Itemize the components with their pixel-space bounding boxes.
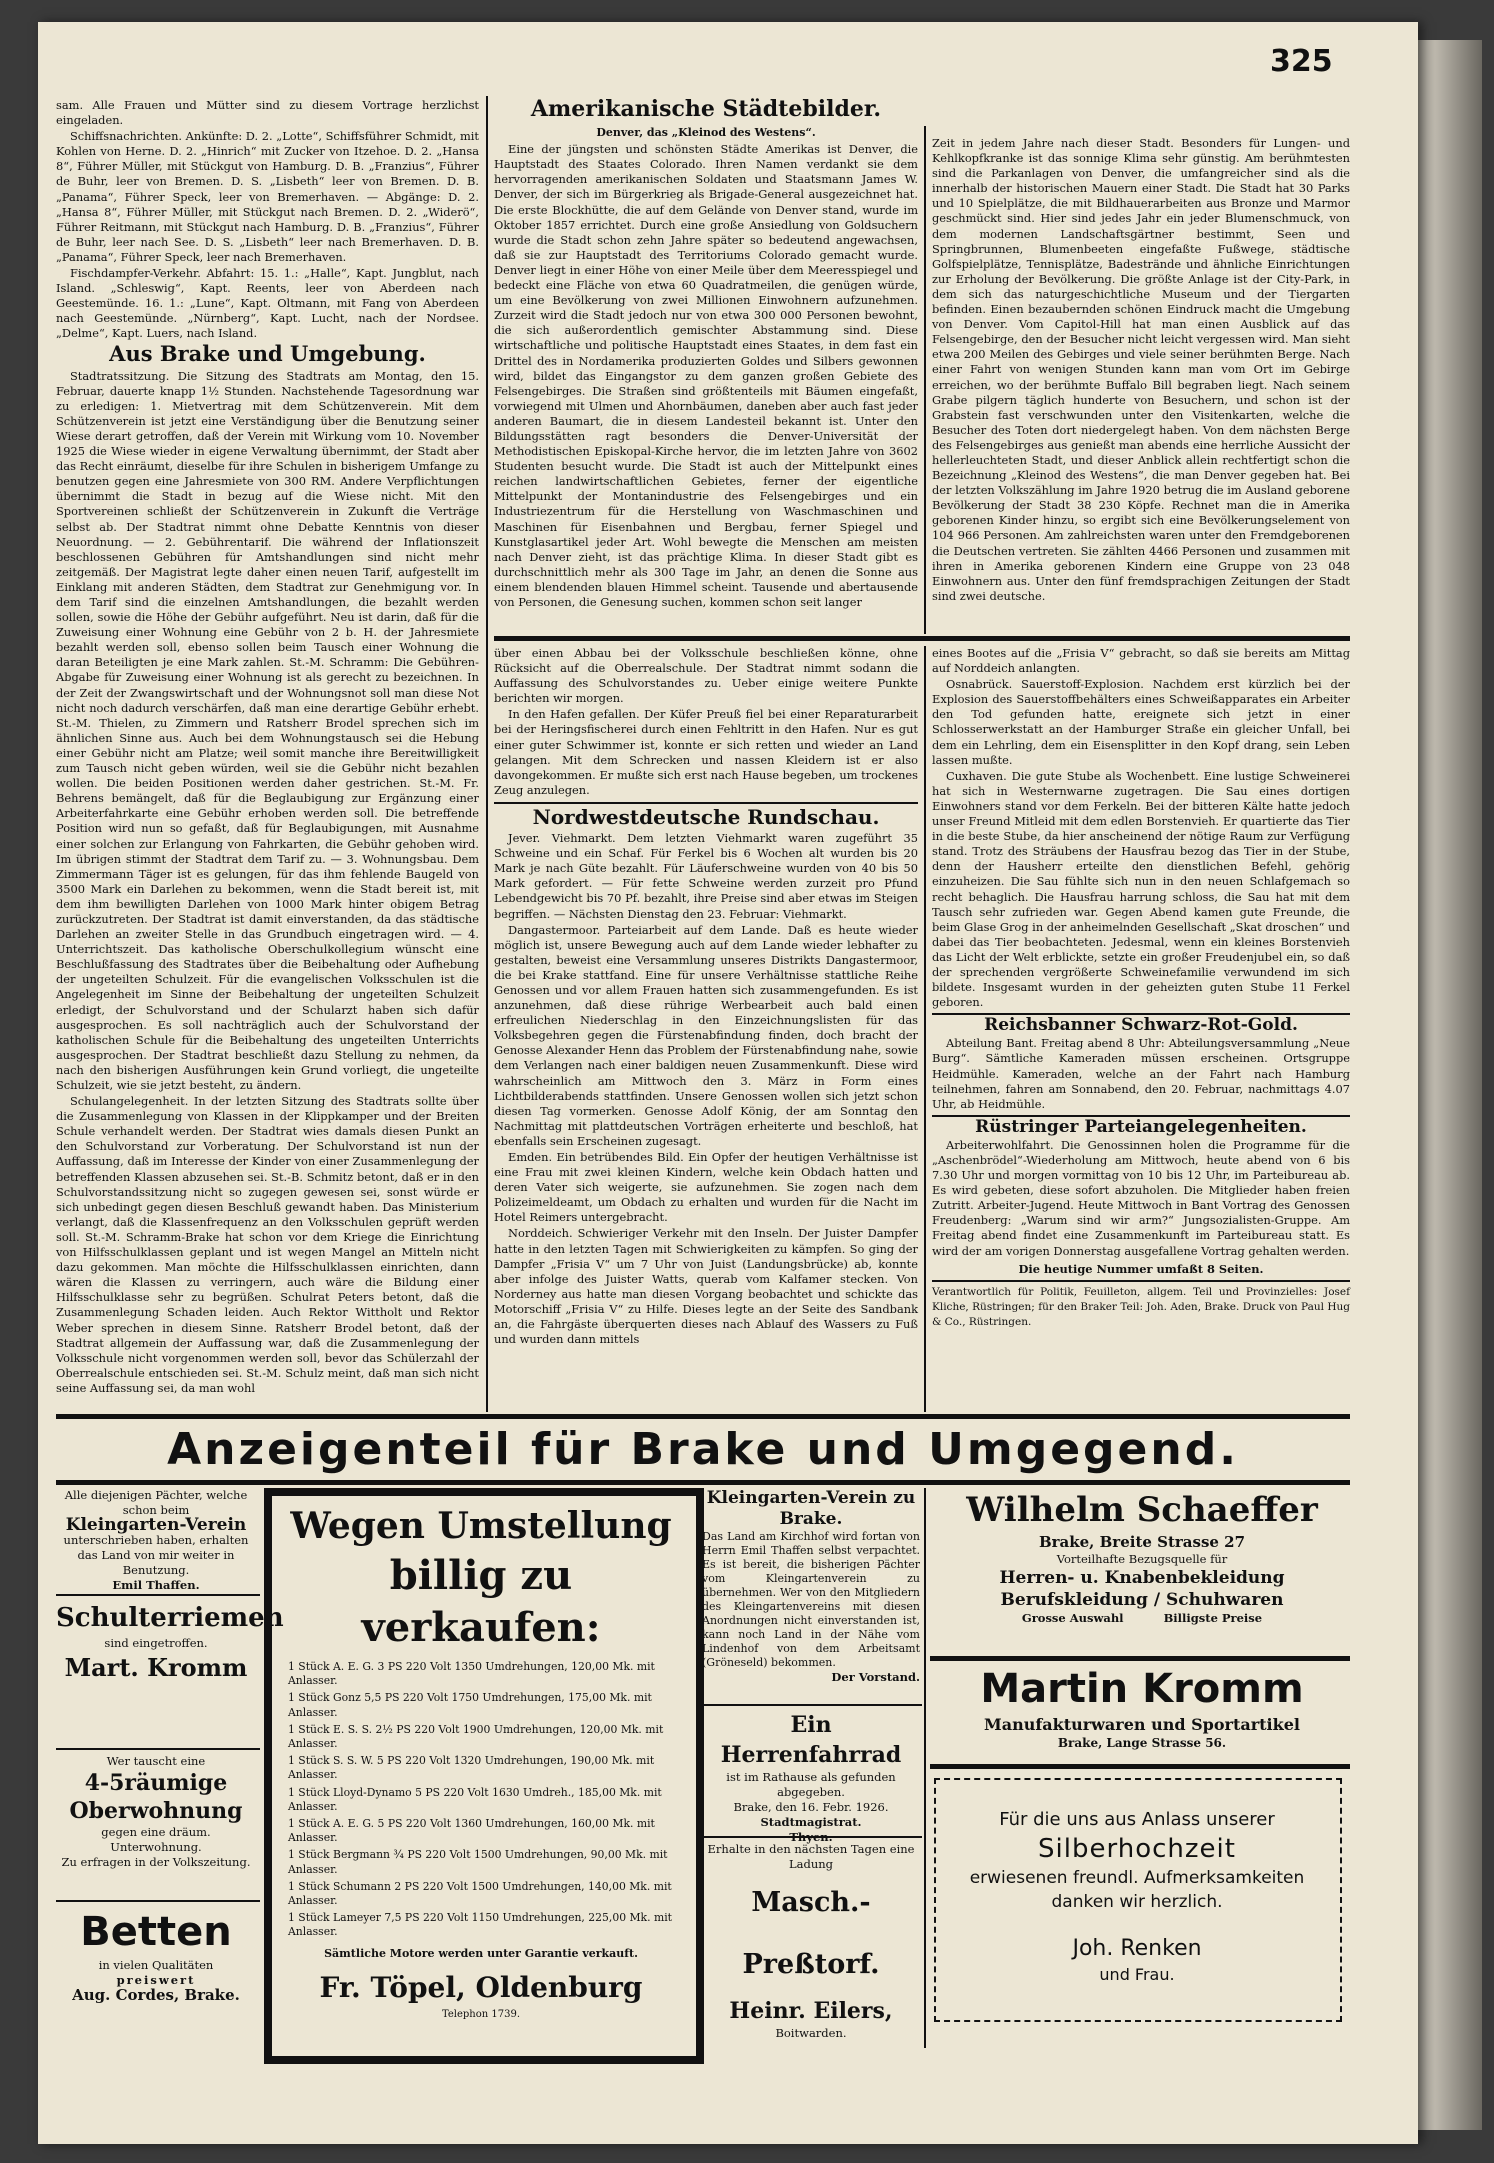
motor-item: 1 Stück Lameyer 7,5 PS 220 Volt 1150 Umdrehungen, 225,00 Mk. mit Anlasser.: [288, 1911, 672, 1939]
ad-divider: [700, 1836, 922, 1838]
ad-divider: [56, 1900, 260, 1902]
ad-text: Alle diejenigen Pächter, welche schon beim: [64, 1488, 248, 1517]
ad-kromm: [934, 1664, 1350, 1760]
column-1: [56, 98, 479, 1410]
ad-text: Billigste Preise: [1163, 1611, 1263, 1625]
ad-divider: [700, 1704, 922, 1706]
ad-text: Zu erfragen in der Volkszeitung.: [61, 1855, 251, 1869]
ad-note: Sämtliche Motore werden unter Garantie verkauft.: [324, 1946, 638, 1960]
ad-divider: [930, 1764, 1350, 1769]
section-rule: [932, 1013, 1350, 1015]
motor-item: 1 Stück Schumann 2 PS 220 Volt 1500 Umdrehungen, 140,00 Mk. mit Anlasser.: [288, 1879, 672, 1908]
ad-text: Für die uns aus Anlass unserer: [999, 1809, 1275, 1830]
section-title-rundschau: Nordwestdeutsche Rundschau.: [532, 804, 880, 829]
motor-item: 1 Stück Bergmann ¾ PS 220 Volt 1500 Umdrehungen, 90,00 Mk. mit Anlasser.: [288, 1848, 668, 1876]
ad-title: Kleingarten-Verein: [65, 1515, 247, 1535]
ad-text: Stadtmagistrat.: [760, 1815, 862, 1829]
reichsbanner-notes: Abteilung Bant. Freitag abend 8 Uhr: Abteilungsversammlung „Neue Burg“. Sämtliche Kameraden müssen erscheinen. Ortsgruppe Heidmühle. Kameraden, welche an der Fahrt nach Hamburg teilnehmen, fahren am Sonnabend, den 20. Februar, nachmittags 4.07 Uhr, ab Heidmühle.: [932, 1036, 1350, 1111]
ad-text: unterschrieben haben, erhalten das Land von mir weiter in Benutzung.: [63, 1533, 249, 1577]
ad-text: und Frau.: [1099, 1965, 1175, 1984]
ad-extra: [934, 1611, 1350, 1626]
ad-text: gegen eine dräum. Unterwohnung.: [101, 1825, 211, 1854]
ad-title: Martin Kromm: [980, 1666, 1304, 1712]
ad-text: Das Land am Kirchhof wird fortan von Herrn Emil Thaffen selbst verpachtet. Es ist bereit, die bisherigen Pächter vom Kleingartenverein zu übernehmen. Wer von den Mitgliedern des Kleingartenvereins mit diesen Anordnungen nicht einverstanden ist, kann noch Land in der Nähe vom Lindenhof von dem Arbeitsamt (Gröneseld) bekommen.: [702, 1530, 920, 1669]
section-title-amerika: Amerikanische Städtebilder.: [530, 96, 882, 122]
ad-text: Brake, den 16. Febr. 1926.: [733, 1800, 889, 1814]
ad-title: Wegen Umstellung: [290, 1505, 672, 1547]
article-hafen: In den Hafen gefallen. Der Küfer Preuß fiel bei einer Reparaturarbeit bei der Heringsfischerei durch einen Fehltritt in den Hafen. Nur es gut einer guter Schwimmer ist, konnte er sich retten und wieder an Land gelangen. Mit dem Schrecken und nassen Kleidern ist er also davongekommen. Er mußte sich erst nach Hause begeben, um trockenes Zeug anzulegen.: [494, 707, 918, 797]
ad-name: Fr. Töpel, Oldenburg: [319, 1970, 643, 2004]
ad-schaeffer: [934, 1488, 1350, 1650]
page-count-note: Die heutige Nummer umfaßt 8 Seiten.: [1018, 1261, 1264, 1276]
ad-oberwohnung: [56, 1754, 256, 1874]
ad-text: Grosse Auswahl: [1021, 1611, 1124, 1625]
ad-text: preiswert: [116, 1973, 196, 1987]
article-emden: Emden. Ein betrübendes Bild. Ein Opfer der heutigen Verhältnisse ist eine Frau mit zwei kleinen Kindern, welche kein Obdach hatten und deren Vater sich weigerte, sie aufzunehmen. Sie zogen nach dem Polizeimeldeamt, um Obdach zu erhalten und wurden für die Nacht im Hotel Reimers untergebracht.: [494, 1150, 918, 1225]
ad-text: Boitwarden.: [775, 2026, 847, 2040]
ad-text: Wer tauscht eine: [106, 1754, 206, 1768]
article-denver: Eine der jüngsten und schönsten Städte Amerikas ist Denver, die Hauptstadt des Staates Colorado. Ihren Namen verdankt sie dem hervorragenden amerikanischen Soldaten und Staatsmann James W. Denver, der sich im Bürgerkrieg als Brigade-General ausgezeichnet hat. Die erste Blockhütte, die auf dem Gelände von Denver stand, wurde im Oktober 1857 errichtet. Durch eine große Ansiedlung von Goldsuchern wurde die Stadt schon zehn Jahre später so bedeutend angewachsen, daß sie zur Hauptstadt des Territoriums Colorado gemacht wurde. Denver liegt in einer Höhe von einer Meile über dem Meeresspiegel und bedeckt eine Fläche von etwa 60 Quadratmeilen, die genügen würde, um eine Bevölkerung von zwei Millionen Einwohnern aufzunehmen. Zurzeit wird die Stadt jedoch nur von etwa 300 000 Personen bewohnt, die sich außerordentlich gemischter Abstammung sind. Diese wirtschaftliche und politische Hauptstadt eines Staates, in dem fast ein Drittel des in Nordamerika produzierten Goldes und Silbers gewonnen wird, bildet das Eingangstor zu dem ganzen großen Gebiete des Felsengebirges. Die Straßen sind größtenteils mit Bäumen eingefaßt, vorwiegend mit Ulmen und Ahornbäumen, daneben aber auch fast jeder anderen Baumart, die in diesem Landesteil bekannt ist. Unter den Bildungsstätten ragt besonders die Denver-Universität der Methodistischen Episkopal-Kirche hervor, die im letzten Jahre von 3602 Studenten besucht wurde. Die Stadt ist auch der Mittelpunkt eines reichen landwirtschaftlichen Gebietes, ferner der eigentliche Mittelpunkt der Montanindustrie des Felsengebirges und ein Industriezentrum für die Herstellung von Waschmaschinen und Maschinen für Eisenbahnen und Bergbau, ferner Spiegel und Kunstglasartikel jeder Art. Wohl bewegte die Menschen am meisten nach Denver zieht, ist das prächtige Klima. In dieser Stadt gibt es durchschnittlich mehr als 300 Tage im Jahr, an denen die Sonne aus einem blendenden blauen Himmel scheint. Tausende und abertausende von Personen, die Genesung suchen, kommen schon seit langer: [494, 142, 918, 609]
ad-name: Heinr. Eilers,: [729, 1998, 893, 2024]
section-rule: [932, 1115, 1350, 1117]
ad-signature: Der Vorstand.: [831, 1670, 920, 1684]
ad-betten: [56, 1906, 256, 2036]
imprint: Verantwortlich für Politik, Feuilleton, allgem. Teil und Provinzielles: Josef Kliche, Rüstringen; für den Braker Teil: Joh. Aden, Brake. Druck von Paul Hug & Co., Rüstringen.: [932, 1285, 1350, 1328]
ad-text: erwiesenen freundl. Aufmerksamkeiten danken wir herzlich.: [969, 1868, 1305, 1912]
ad-name: Aug. Cordes, Brake.: [72, 1986, 240, 2004]
ad-title: billig zu verkaufen:: [361, 1552, 601, 1651]
ad-text: Manufakturwaren und Sportartikel: [984, 1715, 1300, 1734]
ad-kleingarten-thaffen: [56, 1488, 256, 1592]
ad-divider: [56, 1594, 260, 1596]
ad-divider: [930, 1656, 1350, 1661]
article-jever: Jever. Viehmarkt. Dem letzten Viehmarkt waren zugeführt 35 Schweine und ein Schaf. Für Ferkel bis 6 Wochen alt wurden bis 20 Mark je nach Güte bezahlt. Für Läuferschweine wurden von 40 bis 50 Mark gefordert. — Für fette Schweine werden zurzeit pro Pfund Lebendgewicht bis 70 Pf. bezahlt, ihre Preise sind aber etwas im Steigen begriffen. — Nächsten Dienstag den 23. Februar: Viehmarkt.: [494, 831, 918, 921]
partei-notes: Arbeiterwohlfahrt. Die Genossinnen holen die Programme für die „Aschenbrödel“-Wiederholung am Mittwoch, heute abend von 6 bis 7.30 Uhr und morgen vormittag von 10 bis 12 Uhr, im Parteibureau ab. Es wird gebeten, diese sofort abzuholen. Die Mitglieder haben freien Zutritt. Arbeiter-Jugend. Heute Mittwoch in Bant Vortrag des Genossen Freudenberg: „Warum sind wir arm?“ Jungsozialisten-Gruppe. Am Freitag abend findet eine Zusammenkunft im Parteibureau statt. Es wird der am vorigen Donnerstag ausgefallene Vortrag gehalten werden.: [932, 1137, 1350, 1258]
article-norddeich: Norddeich. Schwieriger Verkehr mit den Inseln. Der Juister Dampfer hatte in den letzten Tagen mit Schwierigkeiten zu kämpfen. So ging der Dampfer „Frisia V“ um 7 Uhr von Juist (Landungsbrücke) ab, konnte aber infolge des Juister Watts, querab vom Kalfamer stecken. Von Norderney aus hatte man diesen Vorgang beobachtet und schickte das Motorschiff „Frisia V“ zu Hilfe. Dieses legte an der Seite des Sandbank an, die Fahrgäste überquerten dieses nach Ablauf des Wassers zu Fuß und wurden dann mittels: [494, 1226, 918, 1347]
ad-title: Wilhelm Schaeffer: [966, 1490, 1318, 1530]
ads-divider: [56, 1480, 1350, 1485]
ad-renken: [950, 1808, 1324, 2008]
article-divider: [494, 636, 1350, 641]
motor-item: 1 Stück Lloyd-Dynamo 5 PS 220 Volt 1630 Umdreh., 185,00 Mk. mit Anlasser.: [288, 1785, 662, 1813]
column-3-lower: [932, 646, 1350, 1410]
article-cuxhaven: Cuxhaven. Die gute Stube als Wochenbett. Eine lustige Schweinerei hat sich in Westernwarne zugetragen. Die Sau eines dortigen Einwohners stand vor dem Ferkeln. Bei der bitteren Kälte hatte jedoch unser Freund Mitleid mit dem edlen Borstenvieh. Er quartierte das Tier in die beste Stube, da hier anscheinend der nötige Raum zur Verfügung stand. Trotz des Sträubens der Hausfrau bezog das Tier in der Stube, denn der Hausherr erteilte den dienstlichen Befehl, gehörig einzuheizen. Die Sau fühlte sich nun in den neuen Schlafgemach so recht behaglich. Die Hausfrau harrung schloss, die Sau hat mit dem Tausch sehr zufrieden war. Gegen Abend kamen gute Freunde, die beim Glase Grog in der anheimelnden Gesellschaft „Skat droschen“ und dabei das Tier beobachteten. Jedesmal, wenn ein kleines Borstenvieh das Licht der Welt erblickte, setzte ein großer Freudenjubel ein, so daß der sprechenden vergrößerte Schweinefamilie verwundend im sich bildete. Insgesamt wurden in der geheizten guten Stube 11 Ferkel geboren.: [932, 768, 1350, 1010]
article-dangastermoor: Dangastermoor. Parteiarbeit auf dem Lande. Daß es heute wieder möglich ist, unsere Bewegung auch auf dem Lande wieder lebhafter zu gestalten, beweist eine Versammlung unseres Distrikts Dangastermoor, die bei Krake stattfand. Eine für unsere Verhältnisse stattliche Reihe Genossen und vor allem Frauen hatten sich zusammengefunden. Es ist anzunehmen, daß diese rührige Werbearbeit auch bald einen erfreulichen Niederschlag in den Einzeichnungslisten für das Volksbegehren gegen die Fürstenabfindung finden, doch bracht der Genosse Alexander Henn das Problem der Fürstenabfindung nahe, sowie dem Verlangen nach einer baldigen neuen Zusammenkunft. Diese wird wahrscheinlich am Mittwoch den 3. März in Form eines Lichtbilderabends stattfinden. Unsere Genossen wollen sich jetzt schon diesen Tag vormerken. Genosse Adolf König, der am Sonntag den Nachmittag mit plattdeutschen Vorträgen erheiterte und beschloß, hat ebenfalls sein Erscheinen zugesagt.: [494, 922, 918, 1148]
column-2-lower: [494, 646, 918, 1410]
ad-schulterriemen: [56, 1600, 284, 1720]
ad-text: Berufskleidung / Schuhwaren: [1000, 1590, 1284, 1610]
motor-item: 1 Stück A. E. G. 3 PS 220 Volt 1350 Umdrehungen, 120,00 Mk. mit Anlasser.: [288, 1660, 655, 1688]
ad-text: Erhalte in den nächsten Tagen eine Ladung: [707, 1842, 915, 1871]
ad-address: Brake, Breite Strasse 27: [1038, 1533, 1246, 1551]
ad-signature: Emil Thaffen.: [112, 1578, 200, 1592]
ad-title: Silberhochzeit: [1038, 1834, 1236, 1864]
ads-banner: Anzeigenteil für Brake und Umgegend.: [167, 1424, 1239, 1475]
motor-list: [288, 1660, 674, 1940]
ads-divider: [56, 1414, 1350, 1419]
ad-title: Betten: [80, 1909, 232, 1955]
fishing-news: Fischdampfer-Verkehr. Abfahrt: 15. 1.: „Halle“, Kapt. Jungblut, nach Island. „Schleswig“, Kapt. Reents, leer von Aberdeen nach Geestemünde. 16. 1.: „Lune“, Kapt. Oltmann, mit Fang von Aberdeen nach Geestemünde. „Nürnberg“, Kapt. Lucht, nach der Nordsee. „Delme“, Kapt. Luers, nach Island.: [56, 266, 479, 341]
ads-column-divider: [924, 1488, 926, 2048]
ad-title: Masch.-Preßtorf.: [742, 1887, 880, 1980]
page-number: 325: [1270, 44, 1333, 79]
ad-title: 4-5räumige Oberwohnung: [69, 1770, 243, 1824]
section-title-reichsbanner: Reichsbanner Schwarz-Rot-Gold.: [984, 1015, 1298, 1036]
ad-text: in vielen Qualitäten: [98, 1958, 214, 1972]
column-divider: [924, 126, 926, 634]
ad-text: ist im Rathause als gefunden abgegeben.: [726, 1770, 896, 1799]
article-schule: Schulangelegenheit. In der letzten Sitzung des Stadtrats sollte über die Zusammenlegung von Klassen in der Klippkamper und der Breiten Schule verhandelt werden. Der Stadtrat wies damals diesen Punkt an den Schulvorstand zur Vorberatung. Der Schulvorstand ist nun der Auffassung, daß im Interesse der Kinder von einer Zusammenlegung der betreffenden Klassen abzusehen sei. St.-B. Schmitz betont, daß er in den Schulvorstandssitzung nicht so zugegen gewesen sei, sonst würde er sich unbedingt gegen diesen Beschluß gewandt haben. Das Ministerium verlangt, daß die Klassenfrequenz an den Volksschulen geprüft werden soll. St.-M. Schramm-Brake hat schon vor dem Kriege die Einrichtung von Hilfsschulklassen geplant und ist wegen Mangel an Mitteln nicht dazu gekommen. Man möchte die Hilfsschulklassen einrichten, dann wären die Klassen zu verringern, auch wäre die Bildung einer Hilfsschulklasse sehr zu begrüßen. Schulrat Peters betont, daß die Zusammenlegung Schaden leiden. Auch Rektor Wittholt und Rektor Weber sprechen in diesem Sinne. Ratsherr Brodel betont, daß der Stadtrat allgemein der Auffassung war, daß die Zusammenlegung der Volksschule nicht vorgenommen werden soll, bevor das Schülerzahl der Oberrealschule entschieden sei. St.-M. Schulz meint, daß man sich nicht seine Auffassung sei, da man wohl: [56, 1094, 479, 1395]
motor-item: 1 Stück S. S. W. 5 PS 220 Volt 1320 Umdrehungen, 190,00 Mk. mit Anlasser.: [288, 1754, 655, 1782]
section-title-brake: Aus Brake und Umgebung.: [109, 340, 426, 366]
ad-text: sind eingetroffen.: [104, 1636, 208, 1650]
article-denver-cont: Zeit in jedem Jahre nach dieser Stadt. Besonders für Lungen- und Kehlkopfkranke ist das sonnige Klima sehr günstig. Am berühmtesten sind die Parkanlagen von Denver, die umfangreicher sind als die innerhalb der historischen Mauern einer Stadt. Die Stadt hat 30 Parks und 10 Spielplätze, die mit Bildhauerarbeiten aus Bronze und Marmor geschmückt sind. Hier sind jedes Jahr ein jeder Blumenschmuck, von dem modernen Landschaftsgärtner bestimmt, Seen und Springbrunnen, Blumenbeeten eingefaßte Fußwege, städtische Golfspielplätze, Tennisplätze, Badestrände und ähnliche Einrichtungen zur Erholung der Bevölkerung. Die größte Anlage ist der City-Park, in dem sich das naturgeschichtliche Museum und der Tiergarten befinden. Einen bezaubernden schönen Eindruck macht die Umgebung von Denver. Vom Capitol-Hill hat man einen Ausblick auf das Felsengebirge, den der Besucher nicht leicht vergessen wird. Man sieht etwa 200 Meilen des Gebirges und viele seiner berühmten Berge. Nach einer Fahrt von wenigen Stunden kann man vom Ort im Gebirge erreichen, wo der berühmte Buffalo Bill begraben liegt. Nach seinem Grabe pilgern täglich hunderte von Besuchern, und schon ist der Grabstein fast verschwunden unter den Visitenkarten, welche die Besucher des Toten dort niedergelegt haben. Von dem nächsten Berge des Felsengebirges aus genießt man abends eine herrliche Aussicht der hellerleuchteten Stadt, und dieser Anblick allein rechtfertigt schon die Bezeichnung „Kleinod des Westens“, die man Denver gegeben hat. Bei der letzten Volkszählung im Jahre 1920 betrug die im Ausland geborene Bevölkerung der Stadt 38 230 Köpfe. Rechnet man die in Amerika geborenen Kinder hinzu, so ergibt sich eine Bevölkerungselement von 104 966 Personen. Am zahlreichsten waren unter den Fremdgeborenen die Deutschen vertreten. Sie zählten 4466 Personen und zusammen mit ihren in Amerika geborenen Kindern eine Gruppe von 23 048 Einwohnern aus. Unter den fünf fremdsprachigen Zeitungen der Stadt sind zwei deutsche.: [932, 136, 1350, 603]
section-title-partei: Rüstringer Parteiangelegenheiten.: [975, 1116, 1307, 1137]
ad-name: Joh. Renken: [1072, 1936, 1202, 1961]
ad-kleingarten-verein: [702, 1488, 920, 1698]
norddeich-cont: eines Bootes auf die „Frisia V“ gebracht, so daß sie bereits am Mittag auf Norddeich anlangten.: [932, 646, 1350, 676]
ad-text: Vorteilhafte Bezugsquelle für: [1056, 1552, 1228, 1566]
motor-item: 1 Stück E. S. S. 2½ PS 220 Volt 1900 Umdrehungen, 120,00 Mk. mit Anlasser.: [288, 1722, 664, 1751]
ad-phone: Telephon 1739.: [441, 2008, 521, 2020]
ship-news: Schiffsnachrichten. Ankünfte: D. 2. „Lotte“, Schiffsführer Schmidt, mit Kohlen von Herne. D. 2. „Hinrich“ mit Zucker von Itzehoe. D. 2. „Hansa 8“, Führer Müller, mit Stückgut von Hamburg. D. B. „Franzius“, Führer de Buhr, leer von Bremen. D. S. „Lisbeth“ leer von Bremen. D. B. „Panama“, Führer Speck, leer von Bremerhaven. — Abgänge: D. 2. „Hansa 8“, Führer Müller, mit Stückgut nach Bremen. D. 2. „Widerö“, Führer Reitmann, mit Stückgut nach Hamburg. D. B. „Franzius“, Führer de Buhr, leer nach See. D. S. „Lisbeth“ leer nach Bremerhaven. D. B. „Panama“, Führer Speck, leer nach Bremerhaven.: [56, 129, 479, 264]
ad-address: Brake, Lange Strasse 56.: [1057, 1736, 1227, 1750]
ad-title: Schulterriemen: [56, 1603, 284, 1633]
section-rule: [932, 1280, 1350, 1282]
event-notice: sam. Alle Frauen und Mütter sind zu diesem Vortrage herzlichst eingeladen.: [56, 98, 479, 128]
article-stadtrat: Stadtratssitzung. Die Sitzung des Stadtrats am Montag, den 15. Februar, dauerte knapp 1½ Stunden. Nachstehende Tagesordnung war zu erledigen: 1. Mietvertrag mit dem Schützenverein. Mit dem Schützenverein ist jetzt eine Verständigung über die Benutzung seiner Wiese derart getroffen, daß der Verein mit Wirkung vom 10. November 1925 die Wiese wieder in eigene Verwaltung übernimmt, der Stadt aber das Recht einräumt, dieselbe für ihre Schulen in bisherigem Umfange zu benutzen gegen eine Jahresmiete von 300 RM. Andere Verpflichtungen übernimmt die Stadt in bezug auf die Wiese nicht. Mit den Sportvereinen schließt der Schützenverein in Zukunft die Verträge selbst ab. Der Stadtrat nimmt ohne Debatte Kenntnis von dieser Neuordnung. — 2. Gebührentarif. Die während der Inflationszeit beschlossenen Gebühren für Amtshandlungen sind nicht mehr zeitgemäß. Der Magistrat legte daher einen neuen Tarif, aufgestellt im Einklang mit anderen Städten, dem Stadtrat zur Genehmigung vor. In dem Tarif sind die einzelnen Amtshandlungen, die bezahlt werden sollen, sowie die Höhe der Gebühr aufgeführt. Neu ist darin, daß für die Zuweisung einer Wohnung eine Gebühr von 2 b. H. der Jahresmiete bezahlt werden soll, ebenso sollen beim Tausch einer Wohnung die daran Beteiligten je eine Mark zahlen. St.-M. Schramm: Die Gebühren-Abgabe für Zuweisung einer Wohnung ist als gerecht zu bezeichnen. In der Zeit der Zwangswirtschaft und der Wohnungsnot soll man diese Not nicht noch dadurch verschärfen, daß man eine derartige Gebühr erhebt. St.-M. Thielen, zu Zimmern und Ratsherr Brodel sprechen sich im ähnlichen Sinne aus. Auch bei dem Wohnungstausch sei die Hebung einer Gebühr nicht am Platze; weil somit manche ihre Bereitwilligkeit zum Tausch nicht geben würden, weil sie die Gebühr nicht bezahlen wollen. Die beiden Positionen werden daher gestrichen. St.-M. Fr. Behrens bemängelt, daß für die Beglaubigung zur Ergänzung einer Arbeiterfahrkarte eine Gebühr erhoben werden soll. Die betreffende Position wird nun so gefaßt, daß für Beglaubigungen, mit Ausnahme einer solchen zur Erlangung von Fahrkarten, die Gebühr gehoben wird. Im übrigen stimmt der Stadtrat dem Tarif zu. — 3. Wohnungsbau. Dem Zimmermann Täger ist es gelungen, für das ihm fehlende Baugeld von 3500 Mark ein Darlehen zu bekommen, wenn die Stadt bereit ist, mit dem ihm bewilligten Darlehen von 1000 Mark hinter obigem Betrag zurückzutreten. Der Stadtrat ist damit einverstanden, da das städtische Darlehen an zweiter Stelle in das Grundbuch eingetragen wird. — 4. Unterrichtszeit. Das katholische Oberschulkollegium wünscht eine Beschlußfassung des Stadtrates über die Beibehaltung oder Aufhebung der ungeteilten Schulzeit. Für die evangelischen Volksschulen ist die Angelegenheit im Sinne der Beibehaltung der ungeteilten Schulzeit erledigt, der Schulvorstand und der Schularzt haben sich dafür ausgesprochen. Es soll nachträglich auch der Schulvorstand der katholischen Schule für die Beibehaltung des ungeteilten Unterrichts ausgesprochen. Der Stadtrat beschließt dazu Stellung zu nehmen, da nach den bisherigen Ausführungen kein Grund vorliegt, die ungeteilte Schulzeit, wie sie jetzt besteht, zu ändern.: [56, 368, 479, 1092]
motor-item: 1 Stück A. E. G. 5 PS 220 Volt 1360 Umdrehungen, 160,00 Mk. mit Anlasser.: [288, 1817, 655, 1845]
column-3-upper: [932, 136, 1350, 634]
ad-title: Kleingarten-Verein zu Brake.: [706, 1488, 916, 1529]
column-2-upper: [494, 98, 918, 634]
ad-presstorf: [702, 1842, 920, 2040]
column-divider: [486, 96, 488, 1412]
ad-motors: [288, 1502, 674, 2032]
ad-title: Ein Herrenfahrrad: [720, 1712, 902, 1768]
column-divider: [924, 646, 926, 1412]
article-subtitle: Denver, das „Kleinod des Westens“.: [596, 126, 816, 140]
ad-name: Mart. Kromm: [64, 1653, 248, 1682]
ad-divider: [56, 1748, 260, 1750]
motor-item: 1 Stück Gonz 5,5 PS 220 Volt 1750 Umdrehungen, 175,00 Mk. mit Anlasser.: [288, 1691, 652, 1719]
article-osnabrueck: Osnabrück. Sauerstoff-Explosion. Nachdem erst kürzlich bei der Explosion des Sauerstoffbehälters eines Schweißapparates ein Arbeiter den Tod gefunden hatte, ereignete sich jetzt in einer Schlosserwerkstatt an der Hamburger Straße ein gleicher Unfall, bei dem ein Lehrling, dem ein Eisensplitter in den Kopf drang, sein Leben lassen mußte.: [932, 677, 1350, 767]
section-rule: [494, 802, 918, 804]
schule-cont: über einen Abbau bei der Volksschule beschließen könne, ohne Rücksicht auf die Oberrealschule. Der Stadtrat nimmt sodann die Auffassung des Schulvorstandes zu. Ueber einige weitere Punkte berichten wir morgen.: [494, 646, 918, 706]
ad-herrenfahrrad: [702, 1710, 920, 1830]
ad-text: Herren- u. Knabenbekleidung: [999, 1568, 1285, 1588]
